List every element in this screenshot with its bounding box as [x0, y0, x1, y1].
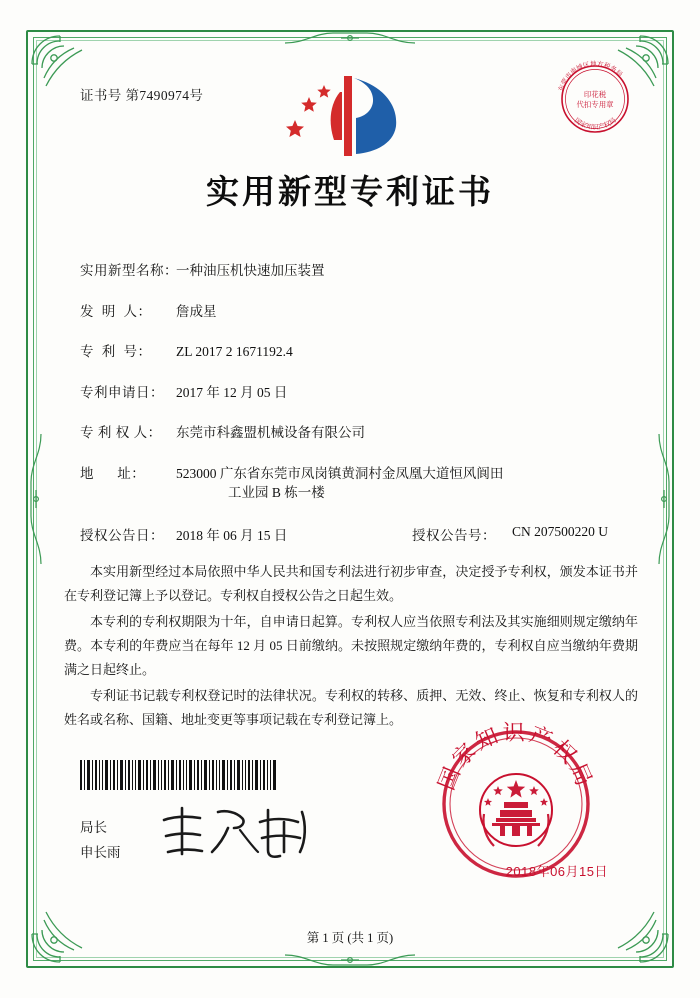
- field-value: ZL 2017 2 1671192.4: [176, 344, 293, 360]
- field-list: [80, 261, 642, 544]
- field-label: 地 址：: [80, 465, 146, 481]
- certificate-content: [58, 60, 642, 945]
- paragraph-2: 本专利的专利权期限为十年，自申请日起算。专利权人应当依照专利法及其实施细则规定缴纳年费。本专利的年费应当在每年 12 月 05 日前缴纳。未按照规定缴纳年费的，专利权自应当缴纳年费期满之日起终止。: [64, 614, 638, 678]
- field-row-patentee: [80, 423, 642, 443]
- field-row-utility-model-name: [80, 261, 642, 281]
- field-row-address: [80, 464, 642, 503]
- address-line-1: 523000 广东省东莞市凤岗镇黄洞村金凤凰大道恒风阆田: [176, 465, 504, 481]
- field-row-patent-number: [80, 342, 642, 362]
- field-value: 东莞市科鑫盟机械设备有限公司: [176, 425, 365, 441]
- barcode: [80, 760, 278, 790]
- national-seal-arc-text: 国家知识产权局: [433, 719, 599, 794]
- edge-ornament-top: [285, 31, 415, 45]
- field-label: 实用新型名称：: [80, 263, 178, 278]
- signature-name-label: 申长雨: [80, 845, 121, 861]
- field-label: 专 利 号：: [80, 344, 152, 360]
- tax-stamp-seal: [552, 56, 638, 142]
- grant-number-value: CN 207500220 U: [512, 523, 609, 539]
- edge-ornament-left: [29, 434, 43, 564]
- certificate-number: 证书号 第7490974号: [80, 88, 204, 103]
- field-value: [176, 464, 642, 503]
- seal-top-bottom-arc-text: 国家知识产权局: [572, 116, 618, 132]
- legal-text: [64, 560, 638, 732]
- page-title: 实用新型专利证书: [206, 175, 494, 211]
- seal-date: 2018年06月15日: [505, 864, 608, 879]
- field-value: 詹成星: [176, 303, 217, 319]
- edge-ornament-right: [657, 434, 671, 564]
- svg-text:东莞市南城区地方税务局: [556, 59, 624, 93]
- field-label: 专 利 权 人：: [80, 425, 162, 441]
- signature-block: [80, 815, 121, 866]
- field-value: 一种油压机快速加压装置: [176, 263, 325, 278]
- field-row-inventor: [80, 302, 642, 322]
- seal-top-center-line1: 印花税: [583, 90, 607, 99]
- cnipa-logo-icon: [282, 72, 418, 160]
- seal-top-arc-text: 东莞市南城区地方税务局: [557, 60, 624, 93]
- page-footer: 第 1 页 (共 1 页): [306, 931, 394, 945]
- grant-date-label: 授权公告日：: [80, 527, 164, 543]
- grant-date-value: 2018 年 06 月 15 日: [176, 527, 288, 543]
- field-label: 专利申请日：: [80, 384, 164, 400]
- edge-ornament-bottom: [285, 953, 415, 967]
- field-value: 2017 年 12 月 05 日: [176, 384, 288, 400]
- field-row-grant: [80, 524, 642, 544]
- address-line-2: 工业园 B 栋一楼: [228, 485, 325, 501]
- paragraph-1: 本实用新型经过本局依照中华人民共和国专利法进行初步审查，决定授予专利权，颁发本证书并在专利登记簿上予以登记。专利权自授权公告之日起生效。: [64, 563, 638, 603]
- field-row-application-date: [80, 383, 642, 403]
- handwritten-signature-icon: [154, 800, 314, 862]
- grant-number-label: 授权公告号：: [412, 527, 496, 543]
- field-label: 发 明 人：: [80, 303, 152, 319]
- signature-role-label: 局长: [80, 819, 107, 835]
- paragraph-3: 专利证书记载专利权登记时的法律状况。专利权的转移、质押、无效、终止、恢复和专利权人的姓名或名称、国籍、地址变更等事项记载在专利登记簿上。: [64, 688, 638, 728]
- seal-top-center-line2: 代扣专用章: [576, 100, 614, 109]
